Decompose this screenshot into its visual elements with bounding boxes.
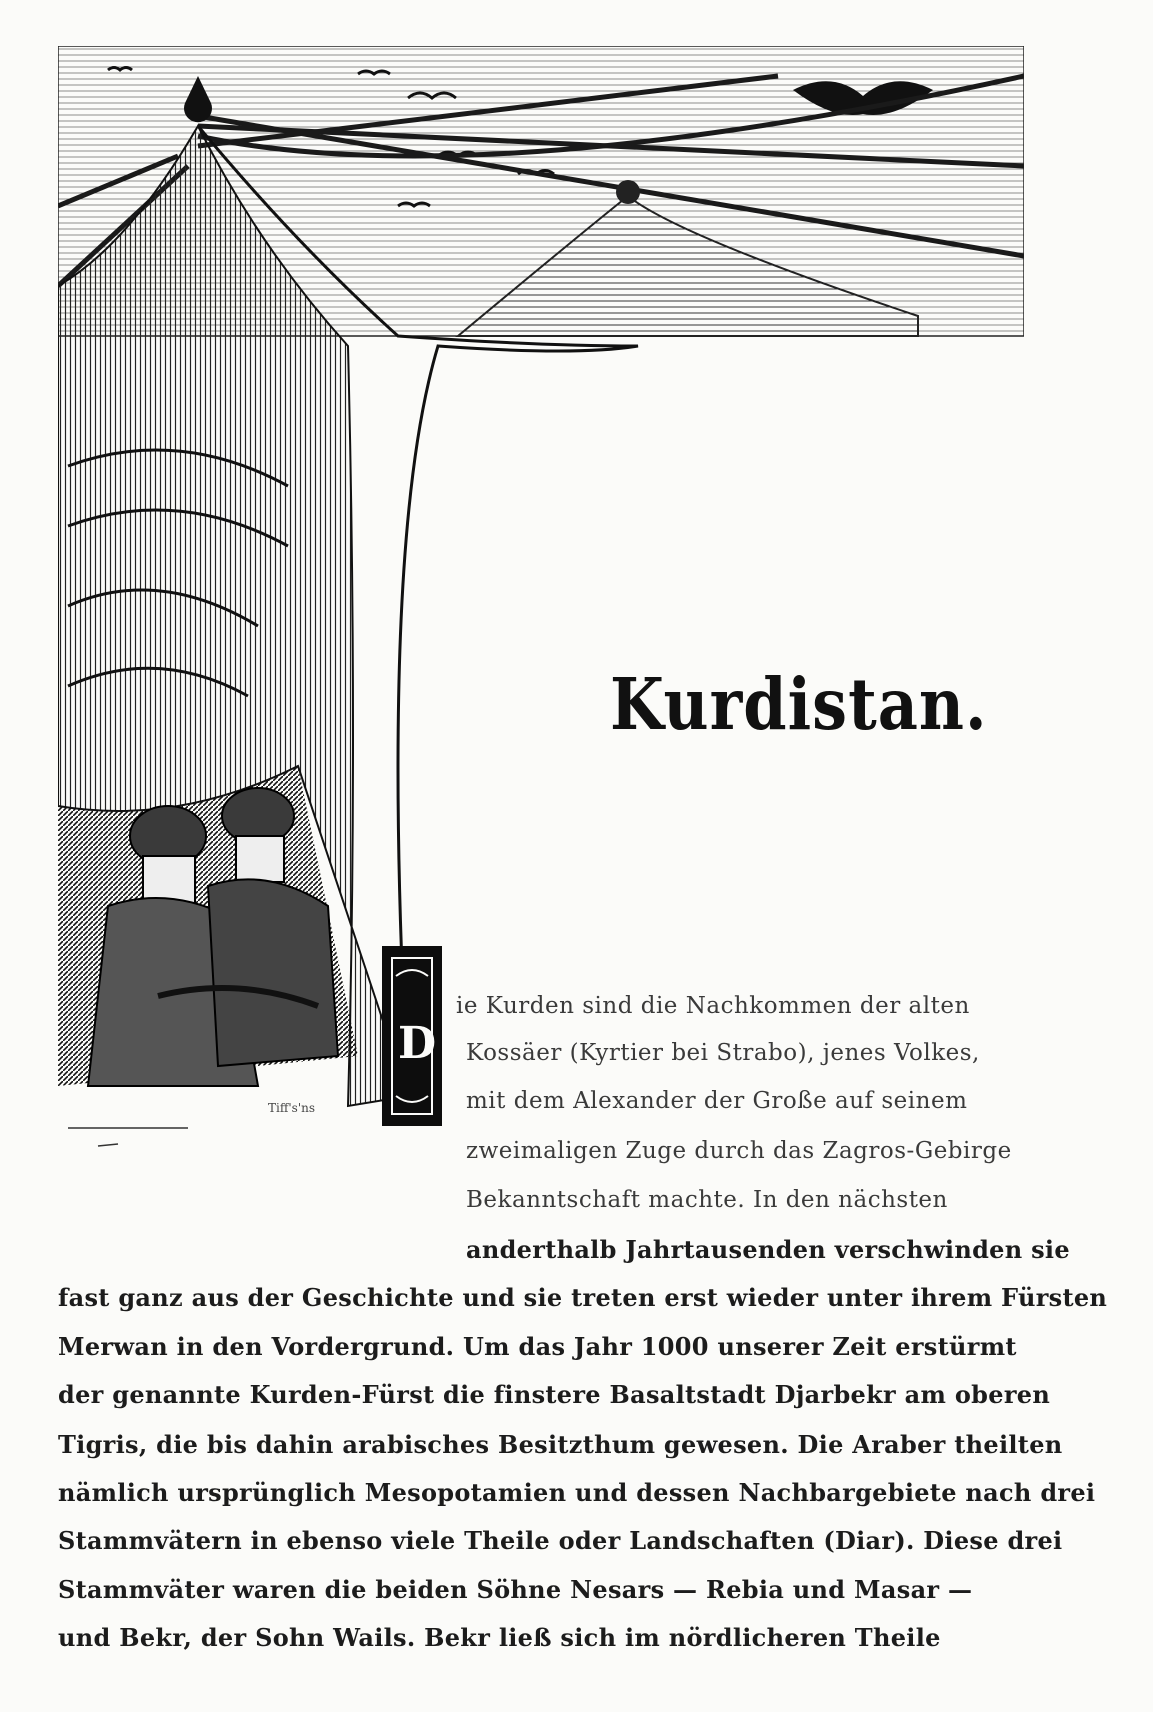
body-line: Bekanntschaft machte. In den nächsten bbox=[466, 1187, 948, 1213]
body-line: Merwan in den Vordergrund. Um das Jahr 1000 unserer Zeit erstürmt bbox=[58, 1332, 1017, 1361]
body-line: Kossäer (Kyrtier bei Strabo), jenes Volkes, bbox=[466, 1040, 980, 1066]
body-line: Tigris, die bis dahin arabisches Besitzthum gewesen. Die Araber theilten bbox=[58, 1430, 1063, 1459]
drop-cap bbox=[376, 936, 452, 1136]
body-line: Stammväter waren die beiden Söhne Nesars — Rebia und Masar — bbox=[58, 1575, 973, 1604]
body-line: anderthalb Jahrtausenden verschwinden sie bbox=[466, 1235, 1070, 1264]
engraver-signature: Tiff's'ns bbox=[268, 1101, 316, 1115]
body-line: nämlich ursprünglich Mesopotamien und dessen Nachbargebiete nach drei bbox=[58, 1478, 1096, 1507]
body-line: mit dem Alexander der Große auf seinem bbox=[466, 1088, 968, 1114]
page-title: Kurdistan. bbox=[610, 662, 988, 747]
drop-cap-letter: D bbox=[398, 1018, 437, 1069]
body-line: Stammvätern in ebenso viele Theile oder Landschaften (Diar). Diese drei bbox=[58, 1526, 1063, 1555]
body-line: fast ganz aus der Geschichte und sie treten erst wieder unter ihrem Fürsten bbox=[58, 1283, 1108, 1312]
body-line: ie Kurden sind die Nachkommen der alten bbox=[456, 993, 970, 1019]
body-line: und Bekr, der Sohn Wails. Bekr ließ sich im nördlicheren Theile bbox=[58, 1623, 941, 1652]
body-line: der genannte Kurden-Fürst die finstere Basaltstadt Djarbekr am oberen bbox=[58, 1380, 1051, 1409]
body-line: zweimaligen Zuge durch das Zagros-Gebirge bbox=[466, 1138, 1012, 1164]
